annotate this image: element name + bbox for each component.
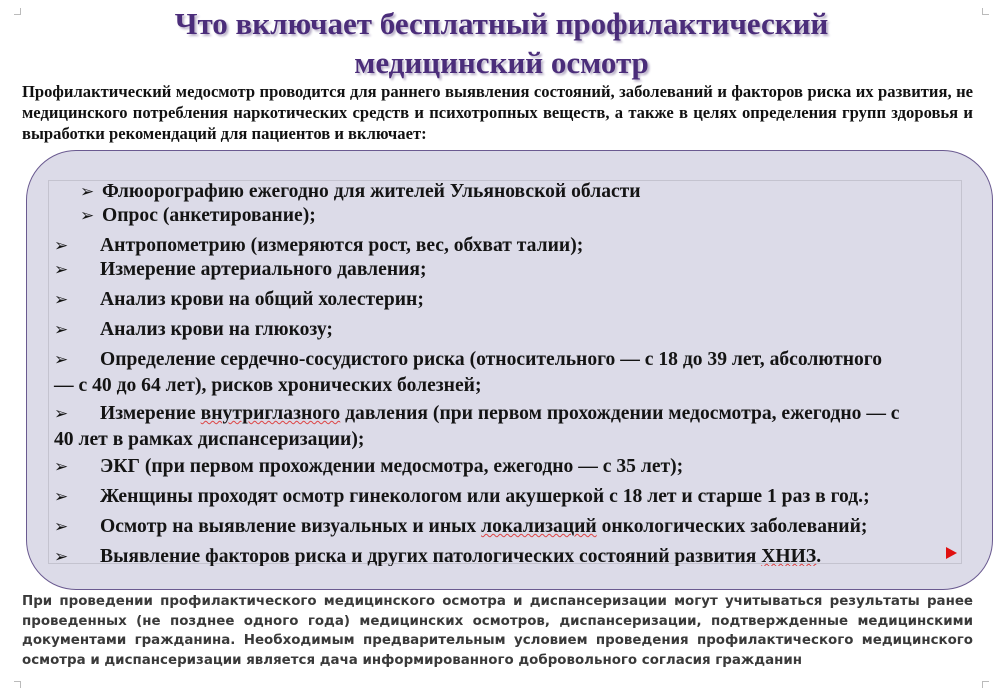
- arrow-bullet-icon: ➢: [54, 517, 69, 537]
- list-item-fluorography: ➢ Флюорографию ежегодно для жителей Ульяновской области: [80, 179, 992, 205]
- arrow-bullet-icon: ➢: [80, 206, 95, 226]
- list-item-survey: ➢ Опрос (анкетирование);: [80, 203, 992, 229]
- page-corner-mark: [982, 681, 989, 688]
- list-item-glucose: ➢ Анализ крови на глюкозу;: [54, 317, 966, 343]
- list-item-anthropometry: ➢ Антропометрию (измеряются рост, вес, обхват талии);: [54, 233, 966, 259]
- arrow-bullet-icon: ➢: [54, 457, 69, 477]
- list-item-ecg: ➢ ЭКГ (при первом прохождении медосмотра, ежегодно — с 35 лет);: [54, 454, 966, 480]
- intro-paragraph: Профилактический медосмотр проводится для раннего выявления состояний, заболеваний и факторов риска их развития, не медицинского потребления наркотических средств и психотропных веществ, а также в целях определения групп здоровья и выработки рекомендаций для пациентов и включает:: [22, 82, 973, 143]
- list-item-risk-factors: ➢ Выявление факторов риска и других патологических состояний развития ХНИЗ.: [54, 544, 966, 566]
- arrow-bullet-icon: ➢: [54, 260, 69, 280]
- arrow-bullet-icon: ➢: [54, 404, 69, 424]
- list-item-oncology: ➢ Осмотр на выявление визуальных и иных локализаций онкологических заболеваний;: [54, 514, 966, 540]
- arrow-bullet-icon: ➢: [54, 350, 69, 370]
- footer-paragraph: При проведении профилактического медицинского осмотра и диспансеризации могут учитываться результаты ранее проведенных (не позднее одного года) медицинских осмотров, диспансеризации, подтвержденные медицинскими документами гражданина. Необходимым предварительным условием проведения профилактического медицинского осмотра и диспансеризации является дача информированного добровольного согласия гражданин: [22, 594, 973, 668]
- page-title-line1: Что включает бесплатный профилактический: [174, 6, 829, 41]
- arrow-bullet-icon: ➢: [54, 236, 69, 256]
- list-item-gynecology: ➢ Женщины проходят осмотр гинекологом или акушеркой с 18 лет и старше 1 раз в год.;: [54, 484, 966, 510]
- page-corner-mark: [14, 681, 21, 688]
- page-title: [0, 4, 1003, 82]
- arrow-bullet-icon: ➢: [54, 290, 69, 310]
- page-title-line2: медицинский осмотр: [354, 45, 649, 80]
- list-item-cardio-risk: ➢ Определение сердечно-сосудистого риска (относительного — с 18 до 39 лет, абсолютного — с 40 до 64 лет), рисков хронических болезней;: [54, 349, 883, 396]
- list-item-cholesterol: ➢ Анализ крови на общий холестерин;: [54, 287, 966, 313]
- arrow-bullet-icon: ➢: [54, 320, 69, 340]
- text-overflow-arrow-icon[interactable]: [946, 547, 957, 559]
- list-item-blood-pressure: ➢ Измерение артериального давления;: [54, 257, 966, 283]
- arrow-bullet-icon: ➢: [54, 487, 69, 507]
- arrow-bullet-icon: ➢: [54, 547, 69, 566]
- arrow-bullet-icon: ➢: [80, 182, 95, 202]
- list-item-eye-pressure: ➢ Измерение внутриглазного давления (при первом прохождении медосмотра, ежегодно — с 40 лет в рамках диспансеризации);: [54, 403, 900, 450]
